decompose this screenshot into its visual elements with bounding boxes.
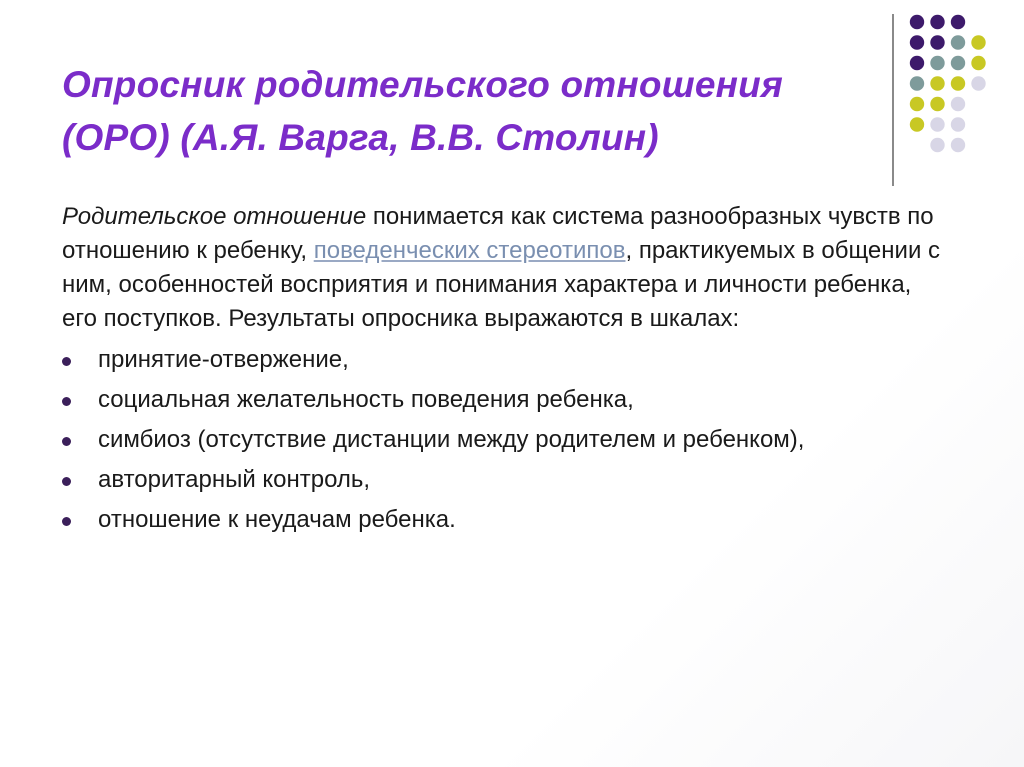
list-item-text: симбиоз (отсутствие дистанции между родителем и ребенком),: [98, 426, 805, 453]
decorative-dot: [910, 76, 924, 90]
decorative-dot: [930, 97, 944, 111]
decorative-dot: [930, 15, 944, 29]
decorative-dot: [951, 138, 965, 152]
intro-part-2: , практикуемых в общении с ним, особенностей восприятия и понимания характера и личности ребенка, его поступков. Результаты опросника выражаются в шкалах:: [62, 237, 941, 332]
decorative-dot: [951, 117, 965, 131]
decorative-dot: [910, 35, 924, 49]
decorative-dot: [910, 117, 924, 131]
intro-term: Родительское отношение: [62, 203, 367, 230]
bullet-icon: [62, 397, 71, 406]
decorative-dot: [951, 35, 965, 49]
decorative-dot: [951, 56, 965, 70]
decorative-dot: [971, 76, 985, 90]
decorative-dot: [910, 56, 924, 70]
list-item-text: отношение к неудачам ребенка.: [98, 506, 456, 533]
list-item-text: авторитарный контроль,: [98, 466, 371, 493]
decorative-dot: [951, 15, 965, 29]
list-item: [62, 380, 942, 420]
title-line-1: Опросник родительского отношения: [62, 64, 783, 105]
decorative-dot: [910, 97, 924, 111]
list-item: [62, 340, 942, 380]
bullet-icon: [62, 437, 71, 446]
bullet-icon: [62, 357, 71, 366]
title-line-2: (ОРО) (А.Я. Варга, В.В. Столин): [62, 117, 659, 158]
decorative-dot: [971, 35, 985, 49]
decorative-dot: [930, 56, 944, 70]
intro-paragraph: [62, 200, 942, 336]
list-item: [62, 460, 942, 500]
bullet-icon: [62, 477, 71, 486]
behavior-stereotypes-link[interactable]: поведенческих стереотипов: [313, 237, 626, 264]
decorative-dot: [951, 76, 965, 90]
decorative-dot: [930, 138, 944, 152]
decorative-dot: [930, 35, 944, 49]
slide-title: [62, 58, 862, 164]
decorative-dot: [951, 97, 965, 111]
decorative-dot: [930, 76, 944, 90]
list-item-text: социальная желательность поведения ребенка,: [98, 386, 634, 413]
slide-body: [62, 200, 942, 540]
decorative-dot: [910, 15, 924, 29]
bullet-icon: [62, 517, 71, 526]
scales-list: [62, 340, 942, 540]
decorative-dot: [930, 117, 944, 131]
decorative-dot: [971, 56, 985, 70]
list-item: [62, 500, 942, 540]
list-item: [62, 420, 942, 460]
decorative-dot-grid: [905, 10, 1005, 170]
vertical-divider: [892, 14, 894, 186]
list-item-text: принятие-отвержение,: [98, 346, 349, 373]
intro-part-1: понимается как система разнообразных чувств по отношению к ребенку,: [62, 203, 934, 264]
